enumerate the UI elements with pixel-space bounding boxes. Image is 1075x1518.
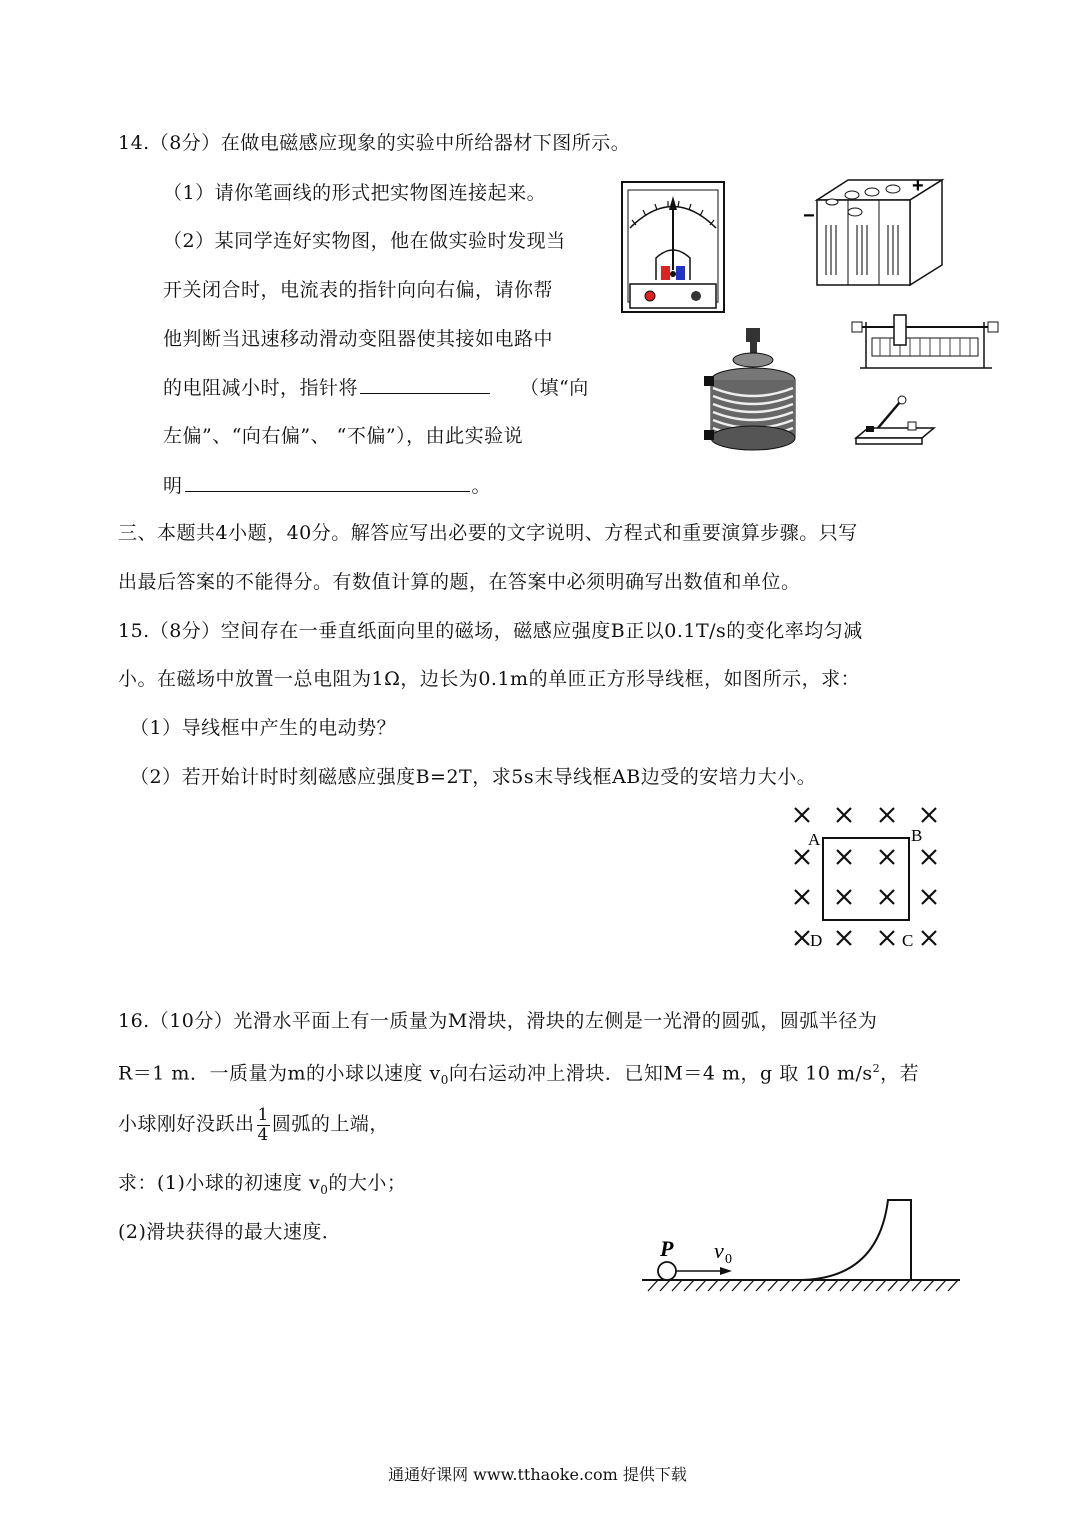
- q14-answer-blank-2: [185, 473, 470, 492]
- q14-part2-line3: 他判断当迅速移动滑动变阻器使其接如电路中: [163, 328, 554, 350]
- page-footer: 通通好课网 www.tthaoke.com 提供下载: [388, 1465, 687, 1484]
- battery-plus-label: +: [912, 175, 924, 197]
- q15-part1: （1）导线框中产生的电动势？: [130, 717, 397, 739]
- frame-label-d: D: [810, 931, 823, 950]
- section3-instruction-line1: 三、本题共4小题，40分。解答应写出必要的文字说明、方程式和重要演算步骤。只写: [118, 522, 858, 544]
- q14-line6-end: 。: [471, 475, 492, 497]
- ball-p: [658, 1262, 676, 1280]
- q15-magnetic-field-figure: [785, 798, 950, 958]
- q14-part2-line6: [163, 473, 491, 498]
- label-v: v: [714, 1238, 724, 1263]
- coil-icon: [704, 328, 795, 450]
- q16-line2-sup: 2: [872, 1062, 881, 1075]
- q16-line3-text-b: 圆弧的上端，: [271, 1113, 389, 1135]
- label-v-sub: 0: [725, 1252, 732, 1267]
- q16-slider-figure: [638, 1192, 968, 1304]
- q14-answer-blank-1: [360, 375, 490, 394]
- galvanometer-icon: [622, 182, 724, 312]
- q14-part2-line5: 左偏”、“向右偏”、 “不偏”），由此实验说: [163, 425, 524, 447]
- rheostat-icon: [852, 315, 998, 368]
- switch-icon: [856, 396, 934, 444]
- q15-part2: （2）若开始计时时刻磁感应强度B=2T，求5s末导线框AB边受的安培力大小。: [130, 766, 817, 788]
- q14-title: 14.（8分）在做电磁感应现象的实验中所给器材下图所示。: [118, 132, 631, 154]
- velocity-arrow-head: [720, 1267, 732, 1275]
- q16-line2-text-a: R＝1 m．一质量为m的小球以速度 v: [118, 1062, 441, 1085]
- frame-label-b: B: [911, 826, 923, 845]
- q16-line4-text-a: 求：(1)小球的初速度 v: [118, 1172, 321, 1194]
- label-p: P: [660, 1236, 674, 1261]
- q14-part1: （1）请你笔画线的形式把实物图连接起来。: [163, 182, 547, 204]
- battery-minus-label: −: [803, 205, 815, 227]
- q14-part2-line1: （2）某同学连好实物图，他在做实验时发现当: [163, 230, 566, 252]
- q16-line1: 16.（10分）光滑水平面上有一质量为M滑块，滑块的左侧是一光滑的圆弧，圆弧半径为: [118, 1010, 878, 1032]
- quarter-fraction: [257, 1106, 270, 1145]
- q15-line2: 小。在磁场中放置一总电阻为1Ω，边长为0.1m的单匝正方形导线框，如图所示，求：: [118, 668, 861, 690]
- ground-hatching: [648, 1280, 958, 1291]
- q16-line2-text-c: ，若: [880, 1062, 920, 1085]
- q15-line1: 15.（8分）空间存在一垂直纸面向里的磁场，磁感应强度B正以0.1T/s的变化率均匀减: [118, 620, 863, 642]
- q16-line4-sub: 0: [320, 1182, 329, 1197]
- q16-line5: (2)滑块获得的最大速度．: [118, 1221, 342, 1243]
- q14-line4-hint: （填“向: [520, 377, 589, 399]
- section3-instruction-line2: 出最后答案的不能得分。有数值计算的题，在答案中必须明确写出数值和单位。: [118, 571, 801, 593]
- q14-line6-text: 明: [163, 475, 183, 497]
- q14-part2-line4: [163, 375, 589, 400]
- battery-icon: [803, 175, 942, 285]
- q16-line2-text-b: 向右运动冲上滑块．已知M＝4 m，g 取 10 m/s: [448, 1062, 873, 1085]
- q16-line4: [118, 1171, 406, 1202]
- fraction-denominator: 4: [257, 1124, 269, 1145]
- square-wire-frame: [823, 838, 909, 920]
- q16-line3-text-a: 小球刚好没跃出: [118, 1113, 255, 1135]
- frame-label-a: A: [808, 830, 821, 849]
- q14-line4-text: 的电阻减小时，指针将: [163, 377, 359, 399]
- slider-block-with-arc: [798, 1200, 911, 1280]
- q14-part2-line2: 开关闭合时，电流表的指针向向右偏，请你帮: [163, 279, 554, 301]
- frame-label-c: C: [902, 931, 914, 950]
- fraction-numerator: 1: [257, 1104, 269, 1125]
- q16-line3: [118, 1100, 389, 1148]
- q16-line4-text-b: 的大小；: [328, 1172, 407, 1194]
- q16-line2: [118, 1057, 919, 1092]
- q14-apparatus-figure: [610, 170, 1010, 460]
- q16-line2-sub: 0: [440, 1073, 449, 1088]
